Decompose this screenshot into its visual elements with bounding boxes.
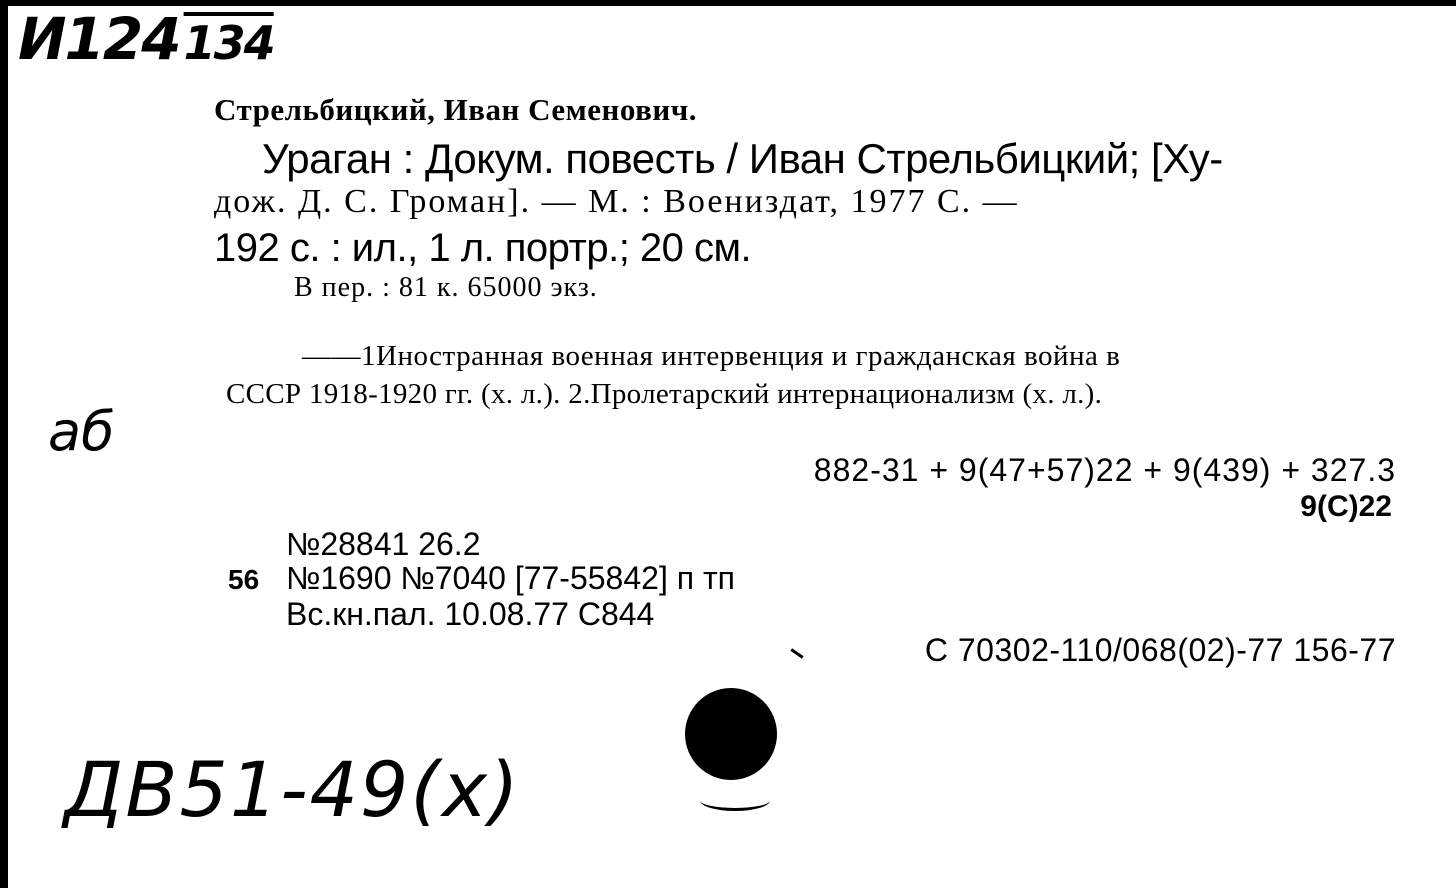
- shelf-mark: [18, 5, 274, 73]
- author-heading: Стрельбицкий, Иван Семенович.: [214, 92, 697, 127]
- punch-hole: [685, 688, 777, 780]
- price-line: В пер. : 81 к. 65000 экз.: [294, 272, 598, 303]
- card-top-border: [0, 0, 1456, 6]
- shelf-mark-main: И124: [18, 5, 180, 73]
- punch-hole-arc: [700, 790, 770, 811]
- stamp-line: С 70302-110/068(02)-77 156-77: [924, 632, 1396, 668]
- handwritten-ab-mark: аб: [48, 400, 115, 463]
- card-left-border: [0, 0, 8, 888]
- classification-line-2: 9(С)22: [1300, 490, 1392, 523]
- title-line-3: 192 с. : ил., 1 л. портр.; 20 см.: [214, 226, 752, 270]
- handwritten-call-number: ДВ51-49(х): [64, 745, 521, 834]
- registration-number-line-3: Вс.кн.пал. 10.08.77 С844: [286, 596, 655, 632]
- classification-line-1: 882-31 + 9(47+57)22 + 9(439) + 327.3: [813, 452, 1396, 488]
- shelf-mark-sub: 134: [183, 16, 274, 70]
- title-line-2: дож. Д. С. Громан]. — М. : Воениздат, 1977 С. —: [214, 183, 1019, 220]
- registration-number-line-1: №28841 26.2: [286, 526, 481, 562]
- registration-number-prefix: 56: [228, 564, 260, 595]
- tick-mark: [790, 648, 803, 658]
- subject-line-2: СССР 1918-1920 гг. (х. л.). 2.Пролетарский интернационализм (х. л.).: [226, 378, 1103, 410]
- title-line-1: Ураган : Докум. повесть / Иван Стрельбицкий; [Ху-: [262, 135, 1223, 182]
- registration-number-line-2: №1690 №7040 [77-55842] п тп: [286, 560, 735, 596]
- subject-line-1: ——1Иностранная военная интервенция и гражданская война в: [302, 340, 1121, 372]
